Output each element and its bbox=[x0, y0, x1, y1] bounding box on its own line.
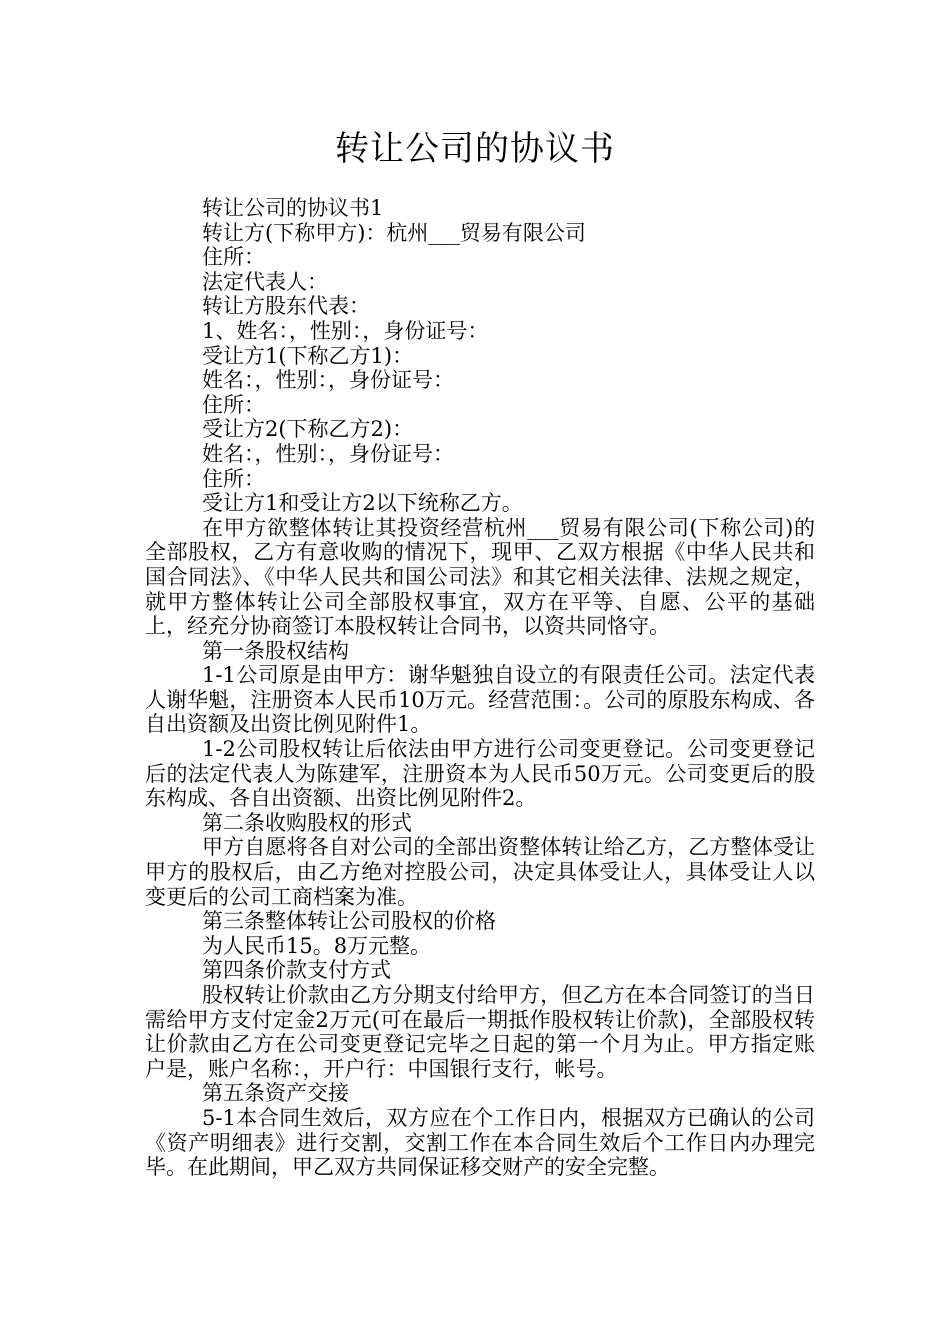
shareholder-1-line: 1、姓名：，性别：，身份证号： bbox=[202, 318, 489, 343]
article-5-paragraph: 5-1本合同生效后，双方应在个工作日内，根据双方已确认的公司《资产明细表》进行交割，交割工作在本合同生效后个工作日内办理完毕。在此期间，甲乙双方共同保证移交财产的安全完整。 bbox=[145, 1105, 815, 1180]
intro-paragraph: 在甲方欲整体转让其投资经营杭州___贸易有限公司(下称公司)的全部股权，乙方有意收购的情况下，现甲、乙双方根据《中华人民共和国合同法》、《中华人民共和国公司法》和其它相关法律、法规之规定，就甲方整体转让公司全部股权事宜，双方在平等、自愿、公平的基础上，经充分协商签订本股权转让合同书，以资共同恪守。 bbox=[145, 515, 815, 639]
article-4-heading: 第四条价款支付方式 bbox=[202, 958, 391, 983]
transferee-2-line: 受让方2(下称乙方2)： bbox=[202, 417, 414, 442]
article-3-paragraph: 为人民币15。8万元整。 bbox=[202, 933, 432, 958]
transferor-address-line: 住所： bbox=[202, 245, 265, 270]
article-5-heading: 第五条资产交接 bbox=[202, 1081, 349, 1106]
article-1-paragraph-2: 1-2公司股权转让后依法由甲方进行公司变更登记。公司变更登记后的法定代表人为陈建军，注册资本为人民币50万元。公司变更后的股东构成、各自出资额、出资比例见附件2。 bbox=[145, 737, 815, 811]
transferee-2-address-line: 住所： bbox=[202, 466, 265, 491]
transferee-1-identity-line: 姓名：，性别：，身份证号： bbox=[202, 368, 454, 393]
transferee-1-line: 受让方1(下称乙方1)： bbox=[202, 343, 414, 368]
legal-representative-line: 法定代表人： bbox=[202, 269, 328, 294]
article-2-heading: 第二条收购股权的形式 bbox=[202, 810, 412, 835]
article-1-heading: 第一条股权结构 bbox=[202, 638, 349, 663]
transferee-2-identity-line: 姓名：，性别：，身份证号： bbox=[202, 441, 454, 466]
header-line-1: 转让公司的协议书1 bbox=[202, 196, 384, 220]
shareholder-representative-line: 转让方股东代表： bbox=[202, 294, 370, 319]
article-2-paragraph: 甲方自愿将各自对公司的全部出资整体转让给乙方，乙方整体受让甲方的股权后，由乙方绝对控股公司，决定具体受让人，具体受让人以变更后的公司工商档案为准。 bbox=[145, 835, 815, 909]
article-3-heading: 第三条整体转让公司股权的价格 bbox=[202, 909, 496, 934]
document-body bbox=[145, 196, 815, 1180]
transferee-1-address-line: 住所： bbox=[202, 392, 265, 417]
article-1-paragraph-1: 1-1公司原是由甲方：谢华魁独自设立的有限责任公司。法定代表人谢华魁，注册资本人民币10万元。经营范围：。公司的原股东构成、各自出资额及出资比例见附件1。 bbox=[145, 663, 815, 737]
document-title: 转让公司的协议书 bbox=[335, 129, 615, 169]
transferees-definition-line: 受让方1和受让方2以下统称乙方。 bbox=[202, 491, 523, 516]
transferor-line: 转让方(下称甲方)：杭州___贸易有限公司 bbox=[202, 220, 586, 245]
article-4-paragraph: 股权转让价款由乙方分期支付给甲方，但乙方在本合同签订的当日需给甲方支付定金2万元(可在最后一期抵作股权转让价款)，全部股权转让价款由乙方在公司变更登记完毕之日起的第一个月为止。甲方指定账户是，账户名称：，开户行：中国银行支行，帐号。 bbox=[145, 983, 815, 1081]
